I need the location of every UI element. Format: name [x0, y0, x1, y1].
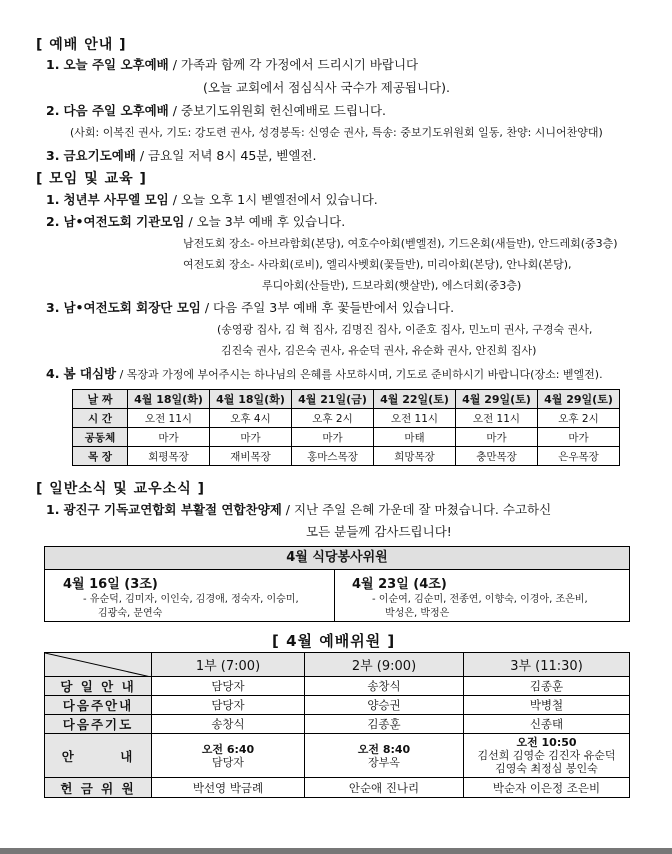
meal-service-title: 4월 식당봉사위원 — [45, 547, 629, 570]
row-label: 당 일 안 내 — [45, 677, 152, 696]
cell-names: 장부옥 — [368, 755, 400, 769]
table-cell: 희망목장 — [374, 447, 456, 466]
meeting-item-2-line: 루디아회(산들반), 드보라회(햇살반), 에스더회(중3층) — [262, 279, 522, 292]
table-cell: 4월 21일(금) — [292, 390, 374, 409]
table-cell: 담당자 — [152, 677, 305, 696]
table-label: 날 짜 — [73, 390, 128, 409]
table-cell: 4월 18일(화) — [210, 390, 292, 409]
meeting-item-3-line: (송영광 집사, 김 혁 집사, 김명진 집사, 이준호 집사, 민노미 권사, 구경숙 권사, — [217, 323, 593, 336]
cell-time: 오전 8:40 — [357, 742, 411, 756]
table-cell — [305, 734, 464, 778]
table-cell: 양승권 — [305, 696, 464, 715]
worship-item-2-title: 다음 주일 오후예배 — [63, 103, 169, 118]
meeting-item-2-line: 남전도회 장소- 아브라함회(본당), 여호수아회(벧엘전), 기드온회(새들반), 안드레회(중3층) — [183, 237, 618, 250]
cell-names: 김선희 김영순 김진자 유순덕 — [477, 749, 616, 762]
table-cell: 안순애 진나리 — [305, 778, 464, 798]
table-cell: 담당자 — [152, 696, 305, 715]
worship-heading: [ 예배 안내 ] — [36, 37, 127, 53]
table-row — [73, 390, 620, 409]
worship-item-1-title: 오늘 주일 오후예배 — [63, 57, 169, 72]
row-label: 헌 금 위 원 — [45, 778, 152, 798]
table-cell: 오후 4시 — [210, 409, 292, 428]
table-cell: 오전 11시 — [456, 409, 538, 428]
worship-item-2: 2. 다음 주일 오후예배 / 중보기도위원회 헌신예배로 드립니다. — [46, 103, 387, 118]
table-cell: 오후 2시 — [538, 409, 620, 428]
table-cell: 박병철 — [464, 696, 630, 715]
service-header: 2부 (9:00) — [305, 653, 464, 677]
table-cell: 은우목장 — [538, 447, 620, 466]
general-item-1: 1. 광진구 기독교연합회 부활절 연합찬양제 / 지난 주일 은혜 가운데 잘 마쳤습니다. 수고하신 — [46, 502, 552, 517]
table-cell: 회평목장 — [128, 447, 210, 466]
table-cell: 마태 — [374, 428, 456, 447]
meeting-item-2: 2. 남•여전도회 기관모임 / 오늘 3부 예배 후 있습니다. — [46, 214, 346, 229]
cell-time: 오전 10:50 — [516, 736, 577, 749]
worship-item-1-note: (오늘 교회에서 점심식사 국수가 제공됩니다). — [203, 80, 450, 95]
meal-left-line: 김광숙, 문연숙 — [98, 608, 163, 619]
visit-schedule-table — [72, 389, 620, 466]
general-item-1-line2: 모든 분들께 감사드립니다! — [306, 524, 452, 539]
cell-time: 오전 6:40 — [201, 742, 255, 756]
worship-item-1: 1. 오늘 주일 오후예배 / 가족과 함께 각 가정에서 드리시기 바랍니다 — [46, 57, 419, 72]
table-row — [45, 734, 630, 778]
service-header: 3부 (11:30) — [464, 653, 630, 677]
meeting-item-3: 3. 남•여전도회 회장단 모임 / 다음 주일 3부 예배 후 꽃들반에서 있습니다. — [46, 300, 455, 315]
table-row — [45, 778, 630, 798]
table-cell: 4월 22일(토) — [374, 390, 456, 409]
service-header: 1부 (7:00) — [152, 653, 305, 677]
table-cell: 박선영 박금례 — [152, 778, 305, 798]
table-cell: 김종훈 — [305, 715, 464, 734]
table-cell: 4월 29일(토) — [456, 390, 538, 409]
meeting-item-3-line: 김진숙 권사, 김은숙 권사, 유순덕 권사, 유순화 권사, 안진희 집사) — [221, 344, 537, 357]
table-cell: 신종태 — [464, 715, 630, 734]
meal-right-line: - 이순여, 김순미, 전종연, 이향숙, 이경아, 조은비, — [372, 594, 588, 605]
table-row — [73, 447, 620, 466]
table-cell: 재비목장 — [210, 447, 292, 466]
table-cell: 오전 11시 — [374, 409, 456, 428]
row-label: 안 내 — [45, 734, 152, 778]
table-row — [73, 409, 620, 428]
table-cell — [464, 734, 630, 778]
meeting-item-1: 1. 청년부 사무엘 모임 / 오늘 오후 1시 벧엘전에서 있습니다. — [46, 192, 378, 207]
table-cell: 송창식 — [152, 715, 305, 734]
table-cell: 오후 2시 — [292, 409, 374, 428]
meeting-item-4: 4. 봄 대심방 / 목장과 가정에 부어주시는 하나님의 은혜를 사모하시며, 기도로 준비하시기 바랍니다(장소: 벧엘전). — [46, 366, 603, 381]
table-row — [45, 715, 630, 734]
meeting-item-2-line: 여전도회 장소- 사라회(로비), 엘리사벳회(꽃들반), 미리아회(본당), 안나회(본당), — [183, 258, 572, 271]
cell-names: 담당자 — [212, 755, 244, 769]
table-cell: 박순자 이은정 조은비 — [464, 778, 630, 798]
table-cell: 송창식 — [305, 677, 464, 696]
table-row — [45, 696, 630, 715]
worship-item-3-title: 금요기도예배 — [63, 148, 136, 163]
row-label: 다음주안내 — [45, 696, 152, 715]
committee-table — [44, 652, 630, 798]
meal-right-date: 4월 23일 (4조) — [352, 577, 447, 592]
table-cell: 마가 — [456, 428, 538, 447]
bottom-border — [0, 848, 672, 854]
table-cell: 마가 — [292, 428, 374, 447]
meeting-heading: [ 모임 및 교육 ] — [36, 171, 147, 187]
cell-names: 김영숙 최정심 봉인숙 — [495, 762, 598, 775]
table-label: 목 장 — [73, 447, 128, 466]
table-cell: 마가 — [538, 428, 620, 447]
table-cell: 김종훈 — [464, 677, 630, 696]
table-cell: 마가 — [128, 428, 210, 447]
row-label: 다음주기도 — [45, 715, 152, 734]
meal-left-date: 4월 16일 (3조) — [63, 577, 158, 592]
meal-service-box — [44, 546, 630, 622]
general-heading: [ 일반소식 및 교우소식 ] — [36, 481, 206, 497]
table-cell — [152, 734, 305, 778]
table-cell: 4월 18일(화) — [128, 390, 210, 409]
table-cell: 홍마스목장 — [292, 447, 374, 466]
meal-right-line: 박성은, 박정은 — [385, 608, 450, 619]
table-label: 시 간 — [73, 409, 128, 428]
table-label: 공동체 — [73, 428, 128, 447]
table-row — [73, 428, 620, 447]
table-row — [45, 677, 630, 696]
table-cell: 오전 11시 — [128, 409, 210, 428]
table-cell: 충만목장 — [456, 447, 538, 466]
table-cell: 마가 — [210, 428, 292, 447]
committee-title: [ 4월 예배위원 ] — [272, 632, 396, 650]
table-row — [45, 653, 630, 677]
table-corner — [45, 653, 152, 677]
worship-item-2-note: (사회: 이복진 권사, 기도: 강도련 권사, 성경봉독: 신영순 권사, 특송: 중보기도위원회 일동, 찬양: 시니어찬양대) — [70, 126, 603, 139]
table-cell: 4월 29일(토) — [538, 390, 620, 409]
meal-left-line: - 유순덕, 김미자, 이인숙, 김경애, 정숙자, 이승미, — [83, 594, 299, 605]
diagonal-line — [45, 653, 151, 677]
worship-item-3: 3. 금요기도예배 / 금요일 저녁 8시 45분, 벧엘전. — [46, 148, 317, 163]
